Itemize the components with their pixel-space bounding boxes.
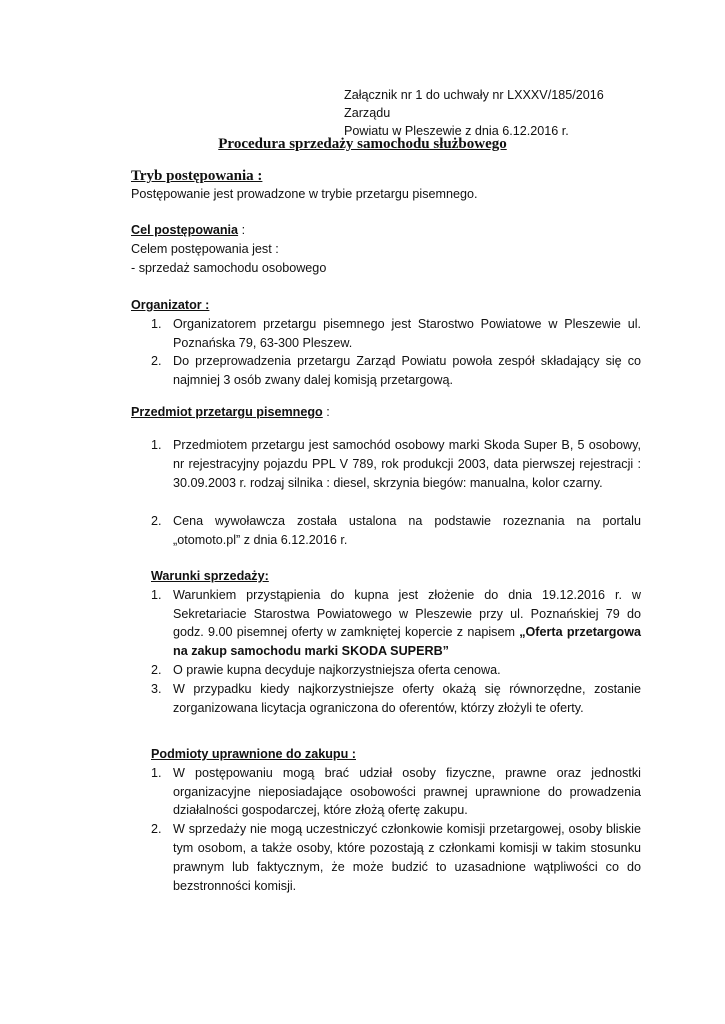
tryb-text: Postępowanie jest prowadzone w trybie przetargu pisemnego. [131,187,478,201]
annex-line-1: Załącznik nr 1 do uchwały nr LXXXV/185/2016 Zarządu [344,88,604,120]
list-number: 2. [151,354,162,369]
list-item [131,352,641,390]
list-item [131,315,641,353]
list-number: 1. [151,765,162,780]
list-item [131,586,641,661]
list-item [131,680,641,718]
podmioty-heading: Podmioty uprawnione do zakupu : [151,747,356,761]
organizator-heading: Organizator : [131,298,210,312]
list-item [131,764,641,820]
przedmiot-heading-suffix: : [322,405,330,419]
document-title: Procedura sprzedaży samochodu służbowego [218,136,507,152]
list-text: O prawie kupna decyduje najkorzystniejsza oferta cenowa. [173,662,501,677]
przedmiot-list [131,436,641,492]
list-number: 2. [151,662,162,677]
cel-line-1: Celem postępowania jest : [131,241,279,256]
przedmiot-list-2 [131,512,641,550]
list-item [131,661,641,680]
list-number: 1. [151,587,162,602]
list-text: Do przeprowadzenia przetargu Zarząd Powiatu powoła zespół składający się co najmniej 3 osób zwany dalej komisją przetargową. [173,354,641,388]
przedmiot-heading: Przedmiot przetargu pisemnego [131,405,323,419]
list-number: 2. [151,822,162,837]
section-organizator [131,296,641,390]
warunki-heading: Warunki sprzedaży: [151,569,269,583]
section-przedmiot [131,403,641,422]
list-number: 1. [151,438,162,452]
cel-heading-suffix: : [238,223,246,237]
list-text-bold: „Oferta przetargowa na zakup samochodu marki SKODA SUPERB” [173,625,641,659]
list-number: 3. [151,681,162,696]
organizator-list [131,315,641,390]
section-tryb [131,167,641,204]
section-warunki [131,567,641,717]
list-item [131,512,641,550]
warunki-list [131,586,641,718]
cel-line-2: - sprzedaż samochodu osobowego [131,260,327,275]
przedmiot-heading-line [131,403,641,422]
list-text: Przedmiotem przetargu jest samochód osobowy marki Skoda Super B, 5 osobowy, nr rejestracyjny pojazdu PPL V 789, rok produkcji 2003, data pierwszej rejestracji : 30.09.2003 r. rodzaj silnika : diesel, skrzynia biegów: manualna, kolor czarny. [173,438,641,490]
cel-heading: Cel postępowania [131,223,239,237]
list-text: Organizatorem przetargu pisemnego jest Starostwo Powiatowe w Pleszewie ul. Poznańska 79, 63-300 Pleszew. [173,316,641,350]
cel-heading-line [131,221,641,240]
list-text: W przypadku kiedy najkorzystniejsze oferty okażą się równorzędne, zostanie zorganizowana licytacja ograniczona do oferentów, którzy złożyli te oferty. [173,681,641,715]
tryb-heading: Tryb postępowania : [131,168,263,184]
annex-line-2: Powiatu w Pleszewie z dnia 6.12.2016 r. [344,124,569,138]
list-number: 2. [151,514,162,528]
list-number: 1. [151,316,162,331]
list-item [131,820,641,895]
list-text: W postępowaniu mogą brać udział osoby fizyczne, prawne oraz jednostki organizacyjne nieposiadające osobowości prawnej uprawnione do prowadzenia działalności gospodarczej, które złożą ofertę zakupu. [173,765,641,818]
list-text: Cena wywoławcza została ustalona na podstawie rozeznania na portalu „otomoto.pl” z dnia 6.12.2016 r. [173,514,641,547]
section-podmioty [131,745,641,895]
list-text: W sprzedaży nie mogą uczestniczyć członkowie komisji przetargowej, osoby bliskie tym osobom, a także osoby, które pozostają z członkami komisji w takim stosunku prawnym lub faktycznym, że może budzić to uzasadnione wątpliwości co do bezstronności komisji. [173,822,641,893]
section-cel [131,221,641,277]
przedmiot-list-1 [131,436,641,492]
annex-note [344,86,644,140]
list-item [131,436,641,492]
podmioty-list [131,764,641,896]
list-text: Warunkiem przystąpienia do kupna jest złożenie do dnia 19.12.2016 r. w Sekretariacie Starostwa Powiatowego w Pleszewie przy ul. Poznańskiej 79 do godz. 9.00 pisemnej oferty w zamkniętej kopercie z napisem [173,587,641,640]
przedmiot-list-cont [131,512,641,550]
